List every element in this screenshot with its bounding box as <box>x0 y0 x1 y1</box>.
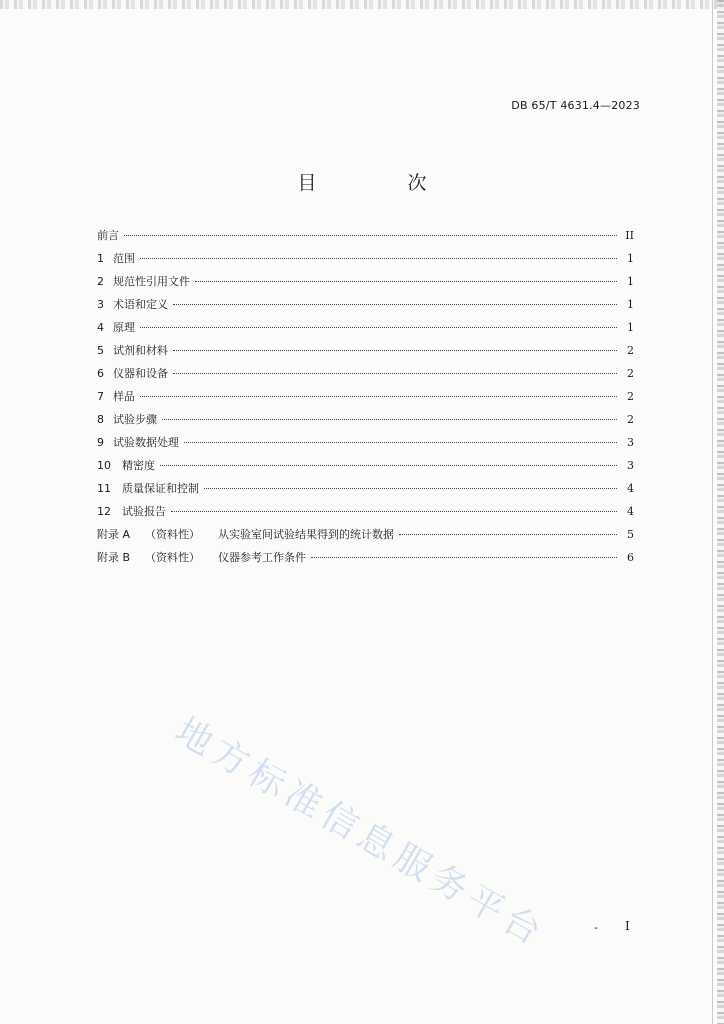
annex-label: 附录 B <box>97 551 131 564</box>
toc-label: 术语和定义 <box>113 298 168 311</box>
toc-label: 原理 <box>113 321 135 334</box>
toc-leader <box>124 235 617 236</box>
toc-leader <box>195 281 617 282</box>
toc-label: 前言 <box>97 229 119 242</box>
toc-number: 9 <box>97 436 104 449</box>
scan-artifact-top <box>0 0 724 9</box>
toc-label: 精密度 <box>122 459 155 472</box>
toc-number: 3 <box>97 298 104 311</box>
toc-number: 8 <box>97 413 104 426</box>
toc-page-number: 2 <box>627 413 634 426</box>
toc-number: 11 <box>97 482 111 495</box>
toc-number: 10 <box>97 459 111 472</box>
annex-title: 仪器参考工作条件 <box>218 551 307 564</box>
toc-entry-12[interactable] <box>97 500 634 523</box>
toc-number: 4 <box>97 321 104 334</box>
toc-page-number: 2 <box>627 390 634 403</box>
toc-label: 质量保证和控制 <box>122 482 199 495</box>
toc-leader <box>160 465 617 466</box>
toc-leader <box>204 488 617 489</box>
toc-page-number: 4 <box>627 482 634 495</box>
toc-entry-foreword[interactable] <box>97 224 634 247</box>
toc-leader <box>140 396 617 397</box>
toc-label: 样品 <box>113 390 135 403</box>
toc-page-number: 1 <box>627 321 634 334</box>
toc-number: 5 <box>97 344 104 357</box>
toc-page-number: 3 <box>627 436 634 449</box>
toc-label: 试剂和材料 <box>113 344 168 357</box>
toc-label <box>97 523 394 546</box>
toc-number: 12 <box>97 505 111 518</box>
toc-number: 1 <box>97 252 104 265</box>
toc-page-number: 6 <box>627 551 634 564</box>
toc-leader <box>173 373 617 374</box>
toc-label: 试验数据处理 <box>113 436 179 449</box>
toc-entry-annex-b[interactable] <box>97 546 634 569</box>
annex-classification: （资料性） <box>145 551 201 564</box>
toc-page-number: 2 <box>627 367 634 380</box>
toc-label: 仪器和设备 <box>113 367 168 380</box>
toc-leader <box>140 258 617 259</box>
toc-entry-5[interactable] <box>97 339 634 362</box>
scan-edge-line <box>712 0 713 1024</box>
toc-number: 6 <box>97 367 104 380</box>
footer-page-number: I <box>625 919 630 933</box>
toc-leader <box>311 557 617 558</box>
toc-label: 范围 <box>113 252 135 265</box>
table-of-contents <box>97 224 634 569</box>
toc-entry-10[interactable] <box>97 454 634 477</box>
toc-number: 2 <box>97 275 104 288</box>
toc-page-number: 2 <box>627 344 634 357</box>
toc-page-number: II <box>625 229 634 242</box>
toc-leader <box>162 419 617 420</box>
toc-entry-11[interactable] <box>97 477 634 500</box>
toc-entry-3[interactable] <box>97 293 634 316</box>
page-title: 目 次 <box>297 172 463 194</box>
standard-code: DB 65/T 4631.4—2023 <box>511 99 640 112</box>
toc-leader <box>173 350 617 351</box>
toc-entry-2[interactable] <box>97 270 634 293</box>
scan-artifact-right <box>717 0 724 1024</box>
toc-page-number: 3 <box>627 459 634 472</box>
toc-leader <box>399 534 617 535</box>
toc-leader <box>171 511 617 512</box>
watermark-text: 地方标准信息服务平台 <box>168 710 553 956</box>
toc-entry-4[interactable] <box>97 316 634 339</box>
toc-page-number: 1 <box>627 275 634 288</box>
toc-page-number: 1 <box>627 252 634 265</box>
annex-classification: （资料性） <box>145 528 201 541</box>
toc-leader <box>184 442 617 443</box>
toc-page-number: 4 <box>627 505 634 518</box>
footer-dash: - <box>594 921 598 934</box>
toc-entry-6[interactable] <box>97 362 634 385</box>
toc-label: 试验报告 <box>122 505 166 518</box>
annex-title: 从实验室间试验结果得到的统计数据 <box>218 528 395 541</box>
toc-leader <box>140 327 617 328</box>
toc-label: 规范性引用文件 <box>113 275 190 288</box>
toc-entry-1[interactable] <box>97 247 634 270</box>
annex-label: 附录 A <box>97 528 131 541</box>
toc-entry-9[interactable] <box>97 431 634 454</box>
toc-label <box>97 546 306 569</box>
toc-label: 试验步骤 <box>113 413 157 426</box>
toc-page-number: 1 <box>627 298 634 311</box>
toc-number: 7 <box>97 390 104 403</box>
toc-page-number: 5 <box>627 528 634 541</box>
toc-leader <box>173 304 617 305</box>
toc-entry-8[interactable] <box>97 408 634 431</box>
toc-entry-annex-a[interactable] <box>97 523 634 546</box>
toc-entry-7[interactable] <box>97 385 634 408</box>
